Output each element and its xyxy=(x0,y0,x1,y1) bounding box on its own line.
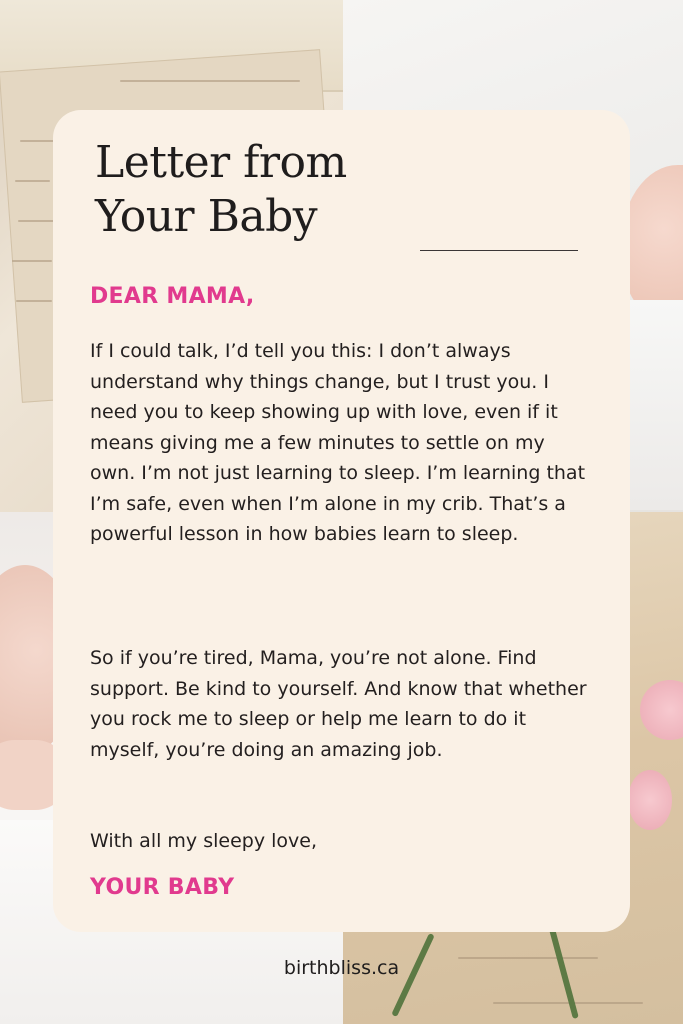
handwriting-decoration xyxy=(120,80,300,82)
letter-paragraph-1: If I could talk, I’d tell you this: I don’t always understand why things change, but I trust you. I need you to keep showing up with love, even if it means giving me a few minutes to settle on my own. I’m not just learning to sleep. I’m learning that I’m safe, even when I’m alone in my crib. That’s a powerful lesson in how babies learn to sleep. xyxy=(90,340,586,545)
handwriting-decoration xyxy=(16,300,52,302)
title-line-2: Your Baby xyxy=(95,191,318,242)
signature: YOUR BABY xyxy=(90,875,235,900)
handwriting-decoration xyxy=(18,220,56,222)
greeting: DEAR MAMA, xyxy=(90,284,255,309)
handwriting-decoration xyxy=(15,180,50,182)
title-divider xyxy=(420,250,578,251)
letter-title xyxy=(95,136,347,244)
letter-closing: With all my sleepy love, xyxy=(90,830,317,852)
letter-card xyxy=(53,110,630,932)
handwriting-decoration xyxy=(12,260,52,262)
title-line-1: Letter from xyxy=(95,137,347,188)
pink-flower xyxy=(628,770,672,830)
website-credit: birthbliss.ca xyxy=(283,957,400,979)
letter-paragraph-2: So if you’re tired, Mama, you’re not alone. Find support. Be kind to yourself. And know that whether you rock me to sleep or help me learn to do it myself, you’re doing an amazing job. xyxy=(90,647,587,761)
